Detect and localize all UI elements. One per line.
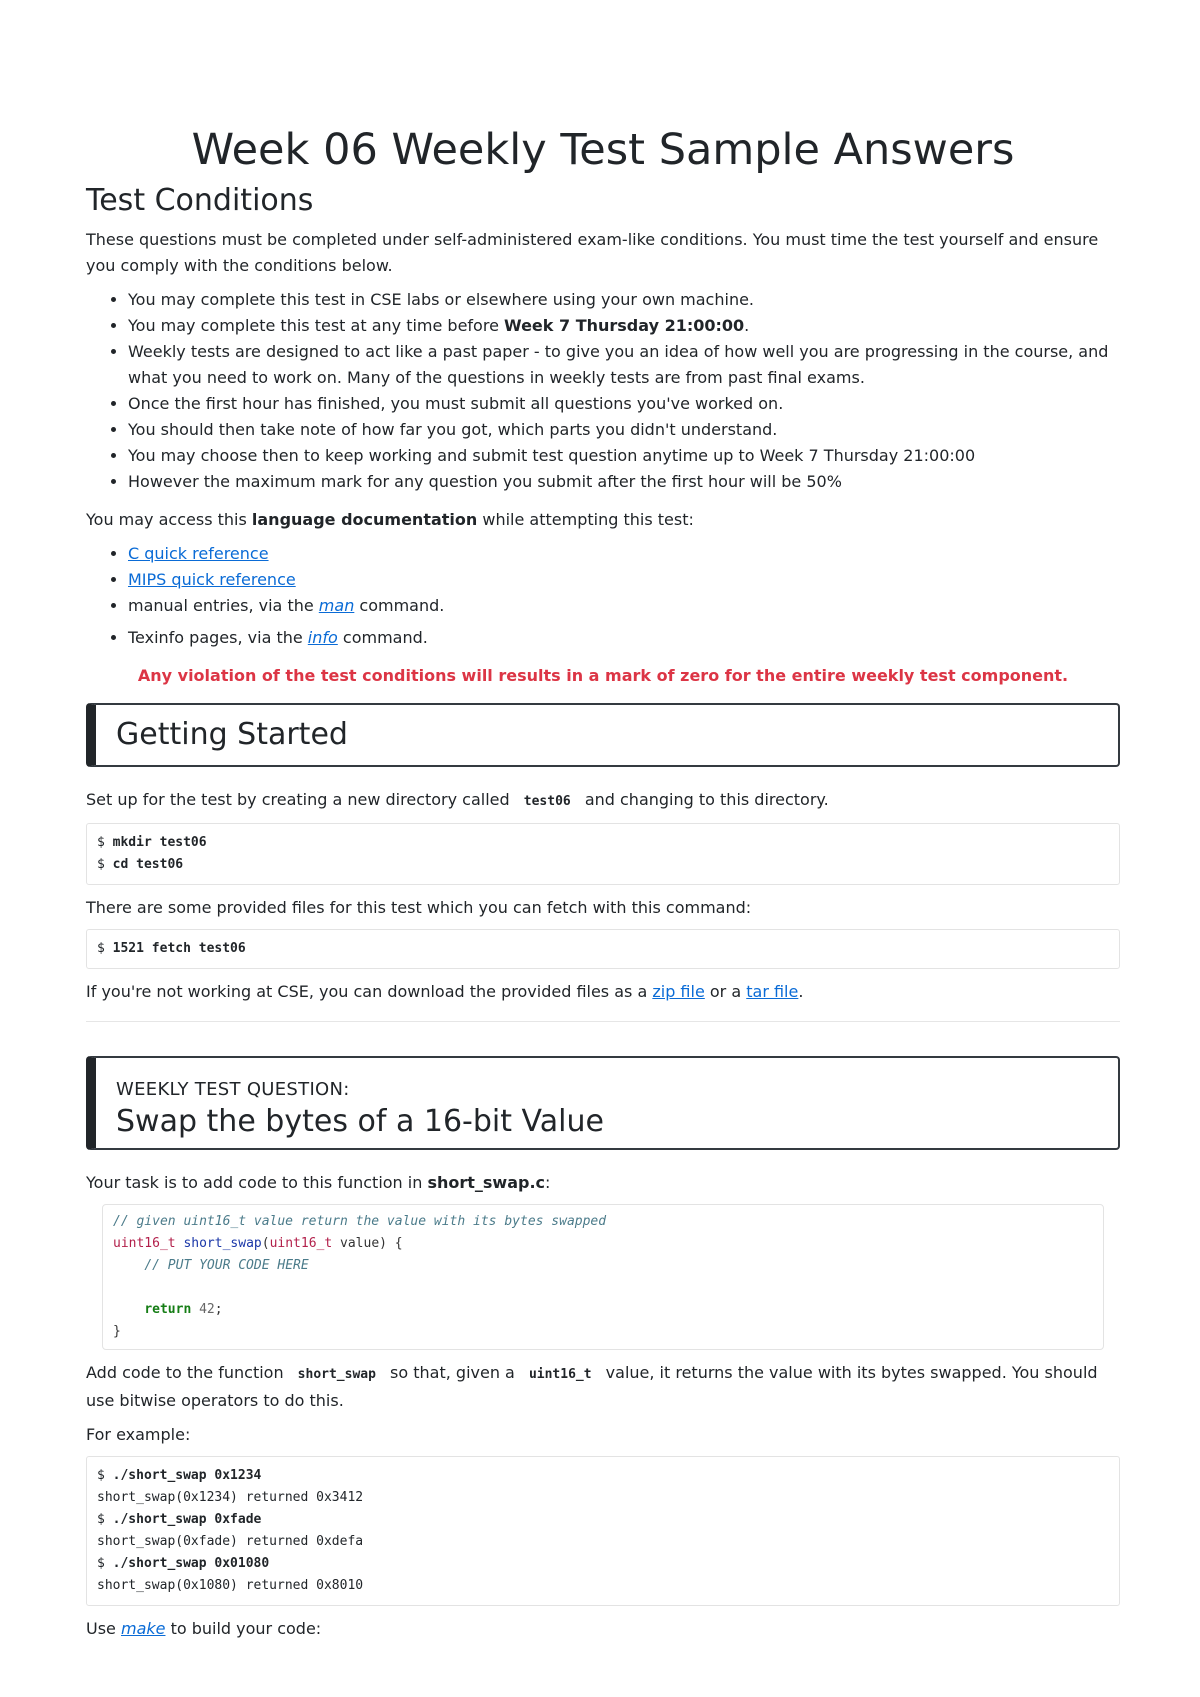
docs-list <box>86 541 1120 651</box>
inline-code: test06 <box>523 794 571 810</box>
deadline: Week 7 Thursday 21:00:00 <box>504 316 745 336</box>
list-item: • You may complete this test in CSE labs or elsewhere using your own machine. <box>128 287 1120 313</box>
divider <box>86 1021 1120 1022</box>
document-page <box>86 0 1120 1642</box>
example-output: $ ./short_swap 0x1234 short_swap(0x1234) returned 0x3412 $ ./short_swap 0xfade short_swap(0xfade) returned 0xdefa $ ./short_swap 0x01080 short_swap(0x1080) returned 0x8010 <box>86 1456 1120 1606</box>
test-conditions-heading: Test Conditions <box>86 183 314 219</box>
setup-instructions: Set up for the test by creating a new directory called test06 and changing to this directory. <box>86 790 829 810</box>
list-item: • Texinfo pages, via the info command. <box>128 625 1120 651</box>
fetch-instructions: There are some provided files for this test which you can fetch with this command: <box>86 898 752 918</box>
docs-intro: You may access this language documentation while attempting this test: <box>86 510 694 530</box>
list-item <box>128 567 1120 593</box>
zip-file-link[interactable]: zip file <box>652 982 705 1002</box>
list-item: • You may choose then to keep working and submit test question anytime up to Week 7 Thursday 21:00:00 <box>128 443 1120 469</box>
example-label: For example: <box>86 1425 191 1445</box>
inline-code: uint16_t <box>528 1367 592 1383</box>
setup-commands: $ mkdir test06 $ cd test06 <box>86 823 1120 885</box>
question-heading: Swap the bytes of a 16-bit Value <box>116 1104 604 1140</box>
list-item: • However the maximum mark for any question you submit after the first hour will be 50% <box>128 469 1120 495</box>
mips-quick-reference-link[interactable]: MIPS quick reference <box>128 570 296 590</box>
list-item: • You should then take note of how far you got, which parts you didn't understand. <box>128 417 1120 443</box>
question-kicker: WEEKLY TEST QUESTION: <box>116 1079 350 1101</box>
getting-started-box <box>86 703 1120 767</box>
inline-code: short_swap <box>297 1367 376 1383</box>
c-quick-reference-link[interactable]: C quick reference <box>128 544 269 564</box>
list-item <box>128 541 1120 567</box>
list-item: • You may complete this test at any time before Week 7 Thursday 21:00:00. <box>128 313 1120 339</box>
code-block: // given uint16_t value return the value with its bytes swapped uint16_t short_swap(uint16_t value) { // PUT YOUR CODE HERE return 42; } <box>102 1204 1104 1350</box>
list-item: • manual entries, via the man command. <box>128 593 1120 619</box>
getting-started-heading: Getting Started <box>116 717 348 753</box>
violation-warning: Any violation of the test conditions will results in a mark of zero for the entire weekly test component. <box>137 666 1069 686</box>
task-description: Your task is to add code to this function in short_swap.c: <box>86 1173 551 1193</box>
make-link[interactable]: make <box>120 1619 166 1639</box>
function-description: Add code to the function short_swap so that, given a uint16_t value, it returns the value with its bytes swapped. You should use bitwise operators to do this. <box>86 1363 1098 1411</box>
make-instructions: Use make to build your code: <box>86 1619 322 1639</box>
info-link[interactable]: info <box>307 628 338 648</box>
conditions-intro: These questions must be completed under self-administered exam-like conditions. You must time the test yourself and ensure you comply with the conditions below. <box>86 230 1099 276</box>
conditions-list <box>86 287 1120 495</box>
download-instructions: If you're not working at CSE, you can download the provided files as a zip file or a tar file. <box>86 982 804 1002</box>
tar-file-link[interactable]: tar file <box>746 982 799 1002</box>
fetch-command: $ 1521 fetch test06 <box>86 929 1120 969</box>
page-title: Week 06 Weekly Test Sample Answers <box>191 125 1015 175</box>
list-item: • Weekly tests are designed to act like a past paper - to give you an idea of how well you are progressing in the course, and what you need to work on. Many of the questions in weekly tests are from past final exams. <box>128 339 1120 391</box>
task-filename: short_swap.c <box>427 1173 546 1193</box>
man-link[interactable]: man <box>318 596 355 616</box>
question-box <box>86 1056 1120 1150</box>
list-item: • Once the first hour has finished, you must submit all questions you've worked on. <box>128 391 1120 417</box>
